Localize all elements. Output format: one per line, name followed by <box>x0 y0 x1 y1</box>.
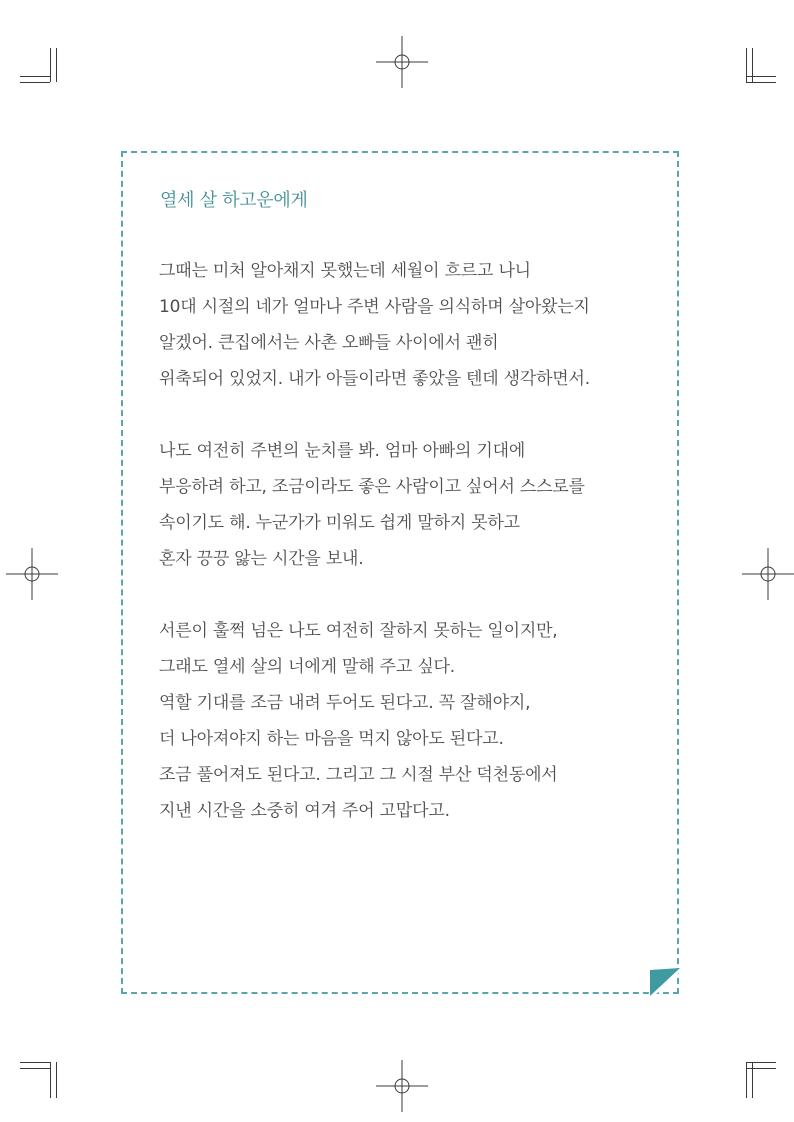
text-line: 혼자 끙끙 앓는 시간을 보내. <box>159 549 364 569</box>
crop-mark <box>752 1062 753 1098</box>
crop-mark <box>20 1068 50 1069</box>
paragraph-1 <box>159 253 590 397</box>
crop-mark <box>20 76 50 77</box>
text-line: 부응하려 하고, 조금이라도 좋은 사람이고 싶어서 스스로를 <box>159 477 585 497</box>
crop-mark <box>50 1062 51 1098</box>
crop-mark <box>746 48 747 82</box>
text-line: 그래도 열세 살의 너에게 말해 주고 싶다. <box>159 657 455 677</box>
crop-mark <box>56 48 57 82</box>
text-line: 서른이 훌쩍 넘은 나도 여전히 잘하지 못하는 일이지만, <box>159 621 558 641</box>
registration-mark-icon <box>6 548 58 600</box>
paragraph-2 <box>159 433 585 577</box>
crop-mark <box>752 48 753 82</box>
crop-mark <box>20 82 50 83</box>
letter-title: 열세 살 하고운에게 <box>160 190 308 211</box>
page-fold-icon <box>650 968 680 996</box>
text-line: 그때는 미처 알아채지 못했는데 세월이 흐르고 나니 <box>159 261 531 281</box>
crop-mark <box>20 1062 50 1063</box>
text-line: 10대 시절의 네가 얼마나 주변 사람을 의식하며 살아왔는지 <box>159 297 590 317</box>
crop-mark <box>746 1062 747 1098</box>
crop-mark <box>746 1062 776 1063</box>
crop-mark <box>746 1068 776 1069</box>
text-line: 알겠어. 큰집에서는 사촌 오빠들 사이에서 괜히 <box>159 333 499 353</box>
crop-mark <box>746 82 776 83</box>
registration-mark-icon <box>376 36 428 88</box>
crop-mark <box>56 1062 57 1098</box>
registration-mark-icon <box>742 548 794 600</box>
text-line: 역할 기대를 조금 내려 두어도 된다고. 꼭 잘해야지, <box>159 693 531 713</box>
crop-mark <box>746 76 776 77</box>
paragraph-3 <box>159 613 558 829</box>
text-line: 속이기도 해. 누군가가 미워도 쉽게 말하지 못하고 <box>159 513 520 533</box>
crop-mark <box>50 48 51 82</box>
registration-mark-icon <box>376 1060 428 1112</box>
text-line: 더 나아져야지 하는 마음을 먹지 않아도 된다고. <box>159 729 504 749</box>
text-line: 나도 여전히 주변의 눈치를 봐. 엄마 아빠의 기대에 <box>159 441 526 461</box>
text-line: 조금 풀어져도 된다고. 그리고 그 시절 부산 덕천동에서 <box>159 765 558 785</box>
text-line: 위축되어 있었지. 내가 아들이라면 좋았을 텐데 생각하면서. <box>159 369 590 389</box>
text-line: 지낸 시간을 소중히 여겨 주어 고맙다고. <box>159 801 450 821</box>
